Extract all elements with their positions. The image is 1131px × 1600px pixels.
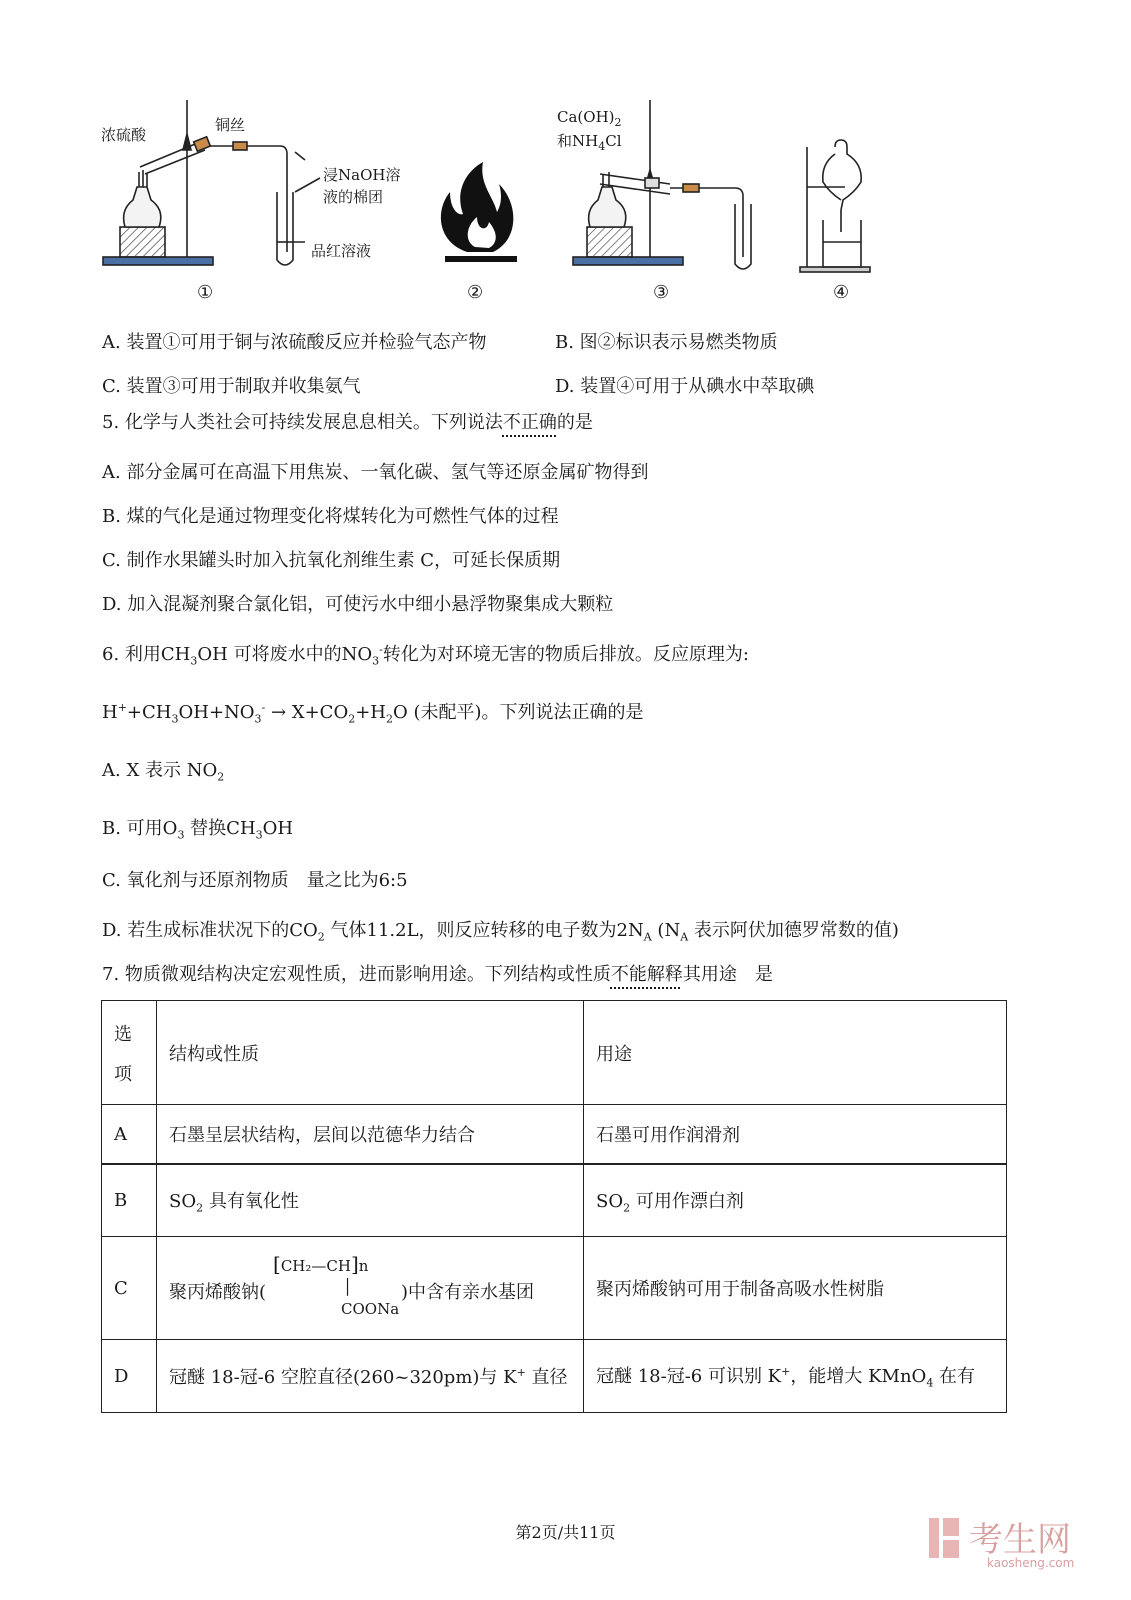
polymer-side-group: COONa xyxy=(341,1300,400,1318)
q6-stem: 6. 利用$CH_3OH$ 可将废水中的$NO_3^-$转化为对环境无害的物质后排放。反应原理为: xyxy=(102,643,749,668)
apparatus-4 xyxy=(800,140,870,272)
row-d-property: 冠醚 18-冠-6 空腔直径(260~320pm)与 K+ 直径 xyxy=(157,1340,584,1413)
label-conc-sulfuric-acid: 浓硫酸 xyxy=(101,126,147,144)
q7-stem: 7. 物质微观结构决定宏观性质，进而影响用途。下列结构或性质不能解释其用途 是 xyxy=(102,964,773,985)
figure-number-2: ② xyxy=(467,282,484,303)
q6-option-c: C. 氧化剂与还原剂物质 量之比为6:5 xyxy=(102,870,408,891)
row-b-use: $SO_2$ 可用作漂白剂 xyxy=(584,1164,1007,1237)
table-header-row xyxy=(102,1001,1007,1105)
label-nh4cl: 和$NH_4Cl$ xyxy=(557,132,622,153)
flammable-symbol xyxy=(441,162,517,262)
watermark-site: kaosheng.com xyxy=(987,1556,1075,1570)
apparatus-figure xyxy=(95,92,895,307)
label-magenta-solution: 品红溶液 xyxy=(311,242,372,260)
table-row xyxy=(102,1105,1007,1165)
q6-option-b: B. 可用$O_3$ 替换$CH_3OH$ xyxy=(102,818,294,842)
q6-option-d: D. 若生成标准状况下的$CO_2$ 气体11.2L，则反应转移的电子数为$2N_A$ ($N_A$ 表示阿伏加德罗常数的值) xyxy=(102,920,899,944)
q5-stem: 5. 化学与人类社会可持续发展息息相关。下列说法不正确的是 xyxy=(102,412,593,433)
row-d-use: 冠醚 18-冠-6 可识别 K+，能增大 KMnO$_4$ 在有 xyxy=(584,1340,1007,1413)
row-c-use: 聚丙烯酸钠可用于制备高吸水性树脂 xyxy=(584,1237,1007,1340)
header-use: 用途 xyxy=(584,1001,1007,1105)
q6-option-a: A. X 表示 $NO_2$ xyxy=(102,760,225,784)
row-a-property: 石墨呈层状结构，层间以范德华力结合 xyxy=(157,1105,584,1165)
row-c-prop-pre: 聚丙烯酸钠( xyxy=(169,1282,267,1303)
figure-number-3: ③ xyxy=(653,282,670,303)
q5-option-c: C. 制作水果罐头时加入抗氧化剂维生素 C，可延长保质期 xyxy=(102,550,561,571)
q4-option-b: B. 图②标识表示易燃类物质 xyxy=(555,332,778,353)
header-option: 选 项 xyxy=(102,1001,157,1105)
q5-option-b: B. 煤的气化是通过物理变化将煤转化为可燃性气体的过程 xyxy=(102,506,559,527)
q4-option-a: A. 装置①可用于铜与浓硫酸反应并检验气态产物 xyxy=(102,332,487,353)
watermark-brand: 考生网 xyxy=(969,1520,1071,1560)
label-naoh-cotton-2: 液的棉团 xyxy=(323,188,384,206)
row-d-option: D xyxy=(102,1340,157,1413)
polymer-repeat-unit: [CH₂—CH]n xyxy=(273,1252,369,1276)
page-number: 第2页/共11页 xyxy=(515,1523,616,1542)
watermark-logo xyxy=(925,1506,1085,1576)
q6-equation: $H^++CH_3OH+NO_3^- \to X+CO_2+H_2O$ (未配平)。下列说法正确的是 xyxy=(102,701,644,726)
figure-number-1: ① xyxy=(197,282,214,303)
row-a-option: A xyxy=(102,1105,157,1165)
label-caoh2: $Ca(OH)_2$ xyxy=(557,108,622,129)
q7-table xyxy=(101,1000,1007,1413)
row-a-use: 石墨可用作润滑剂 xyxy=(584,1105,1007,1165)
polymer-bond: │ xyxy=(343,1278,353,1296)
label-naoh-cotton-1: 浸NaOH溶 xyxy=(323,166,401,184)
q4-option-d: D. 装置④可用于从碘水中萃取碘 xyxy=(555,376,815,397)
label-copper-wire: 铜丝 xyxy=(215,116,246,134)
table-row xyxy=(102,1164,1007,1237)
table-row xyxy=(102,1237,1007,1340)
row-c-prop-post: )中含有亲水基团 xyxy=(401,1282,535,1303)
q5-option-a: A. 部分金属可在高温下用焦炭、一氧化碳、氢气等还原金属矿物得到 xyxy=(102,462,649,483)
row-c-option: C xyxy=(102,1237,157,1340)
watermark-icon xyxy=(925,1514,963,1562)
q4-option-c: C. 装置③可用于制取并收集氨气 xyxy=(102,376,361,397)
figure-number-4: ④ xyxy=(833,282,850,303)
header-property: 结构或性质 xyxy=(157,1001,584,1105)
table-row xyxy=(102,1340,1007,1413)
row-b-option: B xyxy=(102,1164,157,1237)
row-c-property xyxy=(157,1237,584,1340)
q5-option-d: D. 加入混凝剂聚合氯化铝，可使污水中细小悬浮物聚集成大颗粒 xyxy=(102,594,614,615)
row-b-property: $SO_2$ 具有氧化性 xyxy=(157,1164,584,1237)
